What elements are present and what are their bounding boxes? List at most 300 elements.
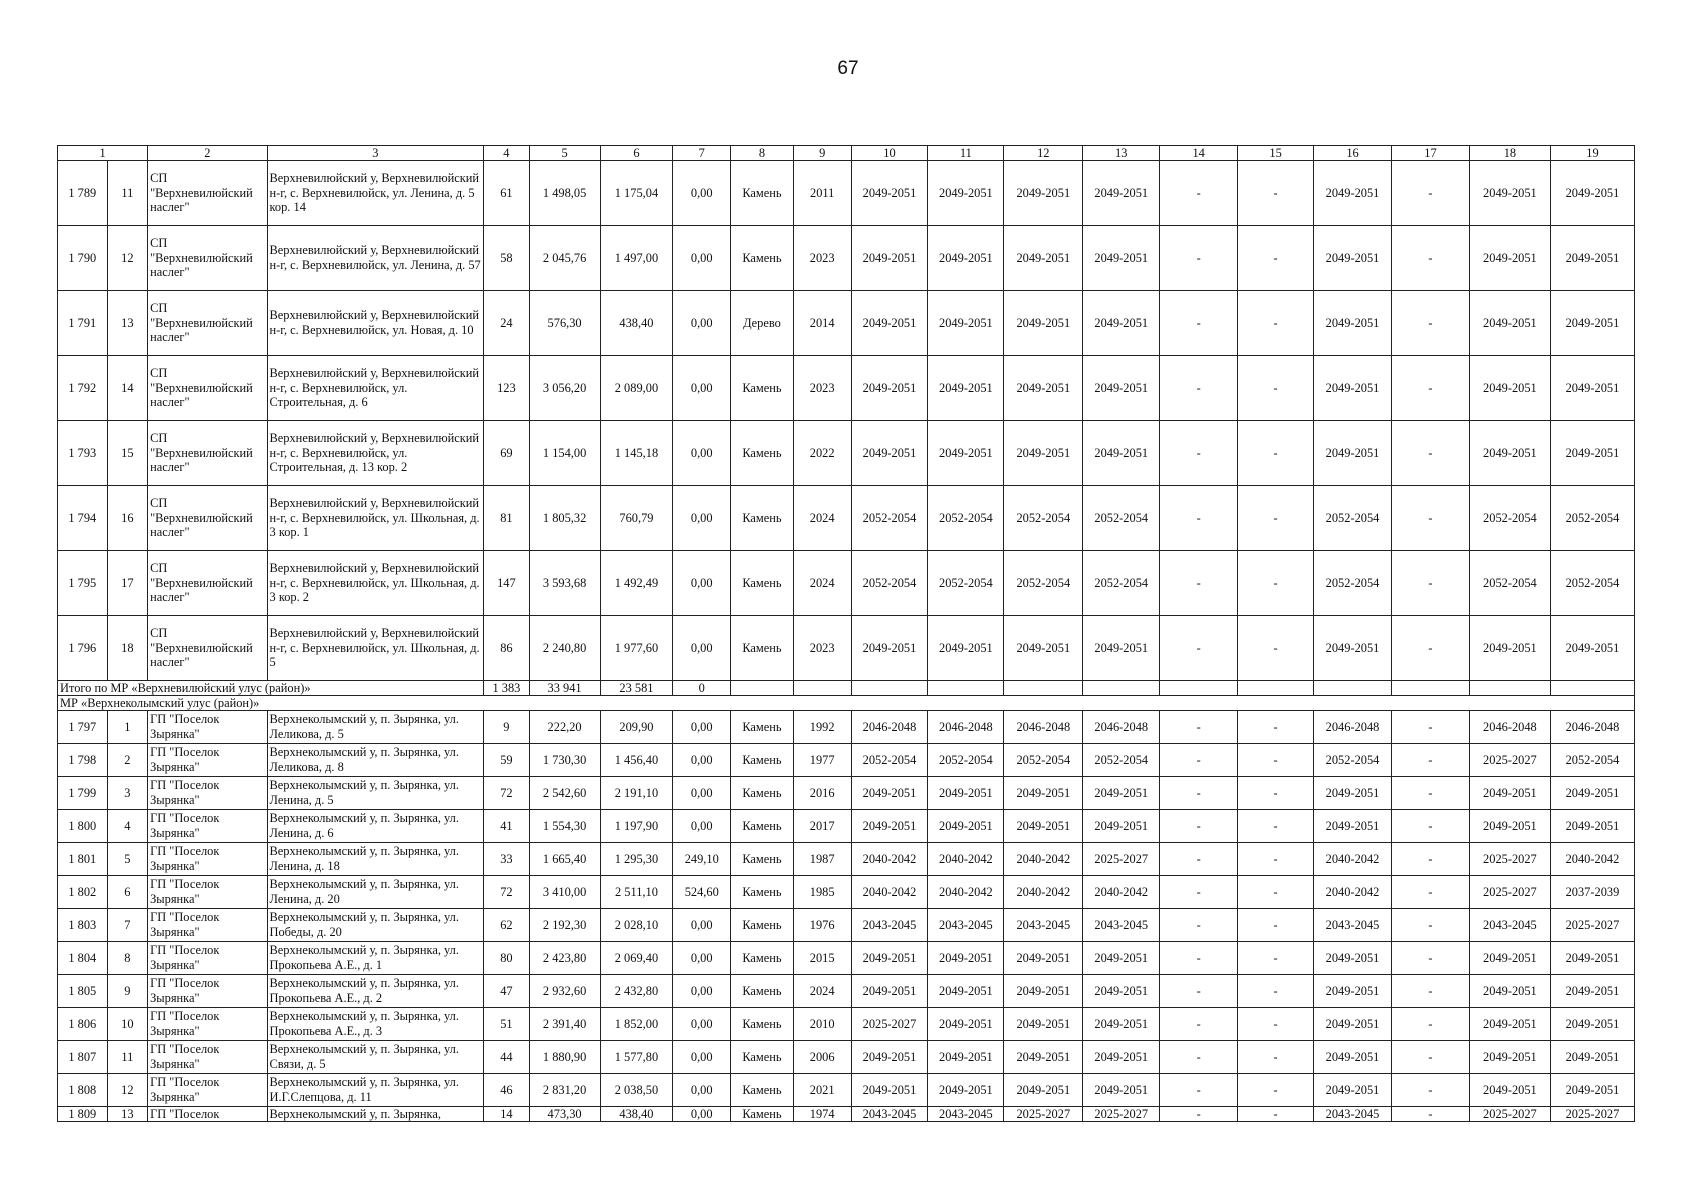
table-cell: 2040-2042 — [1314, 843, 1392, 876]
table-cell: - — [1238, 226, 1314, 291]
table-row — [58, 1008, 1635, 1041]
table-cell: Камень — [731, 1074, 794, 1107]
table-cell: Верхнеколымский у, п. Зырянка, — [267, 1107, 484, 1122]
table-cell: - — [1160, 975, 1238, 1008]
table-cell: 2043-2045 — [1314, 909, 1392, 942]
table-cell: Камень — [731, 226, 794, 291]
table-cell: - — [1160, 1107, 1238, 1122]
table-cell: 0,00 — [673, 161, 731, 226]
table-cell: 2049-2051 — [851, 942, 928, 975]
table-cell: - — [1391, 876, 1469, 909]
table-cell: - — [1238, 291, 1314, 356]
table-cell: 2049-2051 — [1314, 356, 1392, 421]
table-cell: Камень — [731, 777, 794, 810]
table-cell: 2052-2054 — [928, 486, 1004, 551]
table-cell: 2 391,40 — [529, 1008, 600, 1041]
table-cell: 2049-2051 — [1004, 810, 1083, 843]
table-cell: 2040-2042 — [851, 843, 928, 876]
table-cell: 2043-2045 — [1314, 1107, 1392, 1122]
table-cell: 1 977,60 — [600, 616, 673, 681]
table-cell: Камень — [731, 909, 794, 942]
total-row — [58, 681, 1635, 696]
table-cell: 1 880,90 — [529, 1041, 600, 1074]
table-cell: 2052-2054 — [1550, 551, 1634, 616]
table-cell: 1 791 — [58, 291, 108, 356]
table-cell: ГП "Поселок Зырянка" — [148, 1041, 267, 1074]
table-cell: 2049-2051 — [1469, 1074, 1550, 1107]
table-row — [58, 909, 1635, 942]
table-cell: - — [1160, 486, 1238, 551]
column-number: 13 — [1083, 146, 1160, 161]
table-cell: - — [1238, 711, 1314, 744]
table-cell: 2046-2048 — [928, 711, 1004, 744]
table-cell: 3 593,68 — [529, 551, 600, 616]
table-cell: 2015 — [793, 942, 851, 975]
table-cell: 2049-2051 — [1469, 942, 1550, 975]
table-cell: 2040-2042 — [1004, 843, 1083, 876]
table-cell: 9 — [484, 711, 530, 744]
empty-cell — [1550, 681, 1634, 696]
table-cell: 2049-2051 — [928, 356, 1004, 421]
table-cell: 2046-2048 — [1083, 711, 1160, 744]
table-cell: Камень — [731, 810, 794, 843]
table-cell: 1985 — [793, 876, 851, 909]
table-cell: 2049-2051 — [1083, 777, 1160, 810]
column-number: 14 — [1160, 146, 1238, 161]
table-cell: - — [1160, 711, 1238, 744]
table-cell: 2 831,20 — [529, 1074, 600, 1107]
table-cell: 11 — [107, 1041, 148, 1074]
table-cell: 18 — [107, 616, 148, 681]
table-cell: 51 — [484, 1008, 530, 1041]
table-cell: 2049-2051 — [851, 1041, 928, 1074]
table-cell: 2049-2051 — [851, 777, 928, 810]
table-cell: 0,00 — [673, 291, 731, 356]
table-cell: 1 197,90 — [600, 810, 673, 843]
table-cell: 2049-2051 — [1083, 616, 1160, 681]
table-cell: 1 145,18 — [600, 421, 673, 486]
table-cell: 2043-2045 — [1004, 909, 1083, 942]
table-cell: Дерево — [731, 291, 794, 356]
table-cell: - — [1391, 421, 1469, 486]
table-cell: 2011 — [793, 161, 851, 226]
table-cell: 1 805 — [58, 975, 108, 1008]
table-cell: 2049-2051 — [1004, 777, 1083, 810]
table-cell: Верхневилюйский у, Верхневилюйский н-г, с. Верхневилюйск, ул. Школьная, д. 3 кор. 2 — [267, 551, 484, 616]
table-cell: 2 028,10 — [600, 909, 673, 942]
table-cell: - — [1160, 616, 1238, 681]
table-cell: 2021 — [793, 1074, 851, 1107]
column-number: 7 — [673, 146, 731, 161]
table-cell: - — [1391, 1008, 1469, 1041]
table-cell: 0,00 — [673, 356, 731, 421]
table-cell: 0,00 — [673, 616, 731, 681]
table-cell: Верхневилюйский у, Верхневилюйский н-г, с. Верхневилюйск, ул. Строительная, д. 13 кор. 2 — [267, 421, 484, 486]
table-cell: Верхнеколымский у, п. Зырянка, ул. Леликова, д. 5 — [267, 711, 484, 744]
table-cell: - — [1391, 616, 1469, 681]
total-value: 23 581 — [600, 681, 673, 696]
table-cell: 3 410,00 — [529, 876, 600, 909]
table-cell: Камень — [731, 1041, 794, 1074]
table-cell: 2049-2051 — [1550, 942, 1634, 975]
table-cell: ГП "Поселок Зырянка" — [148, 975, 267, 1008]
table-cell: 0,00 — [673, 810, 731, 843]
table-cell: 2049-2051 — [1314, 1074, 1392, 1107]
table-cell: 2049-2051 — [1314, 161, 1392, 226]
table-cell: 33 — [484, 843, 530, 876]
table-cell: 2049-2051 — [1550, 810, 1634, 843]
table-row — [58, 421, 1635, 486]
table-cell: 2025-2027 — [1083, 843, 1160, 876]
table-cell: 1 808 — [58, 1074, 108, 1107]
table-cell: 2 — [107, 744, 148, 777]
column-number: 15 — [1238, 146, 1314, 161]
column-number: 11 — [928, 146, 1004, 161]
table-cell: - — [1391, 486, 1469, 551]
table-cell: - — [1160, 161, 1238, 226]
table-cell: 1 804 — [58, 942, 108, 975]
table-cell: 1 730,30 — [529, 744, 600, 777]
table-cell: 16 — [107, 486, 148, 551]
table-cell: 59 — [484, 744, 530, 777]
table-cell: 0,00 — [673, 975, 731, 1008]
table-cell: 2 192,30 — [529, 909, 600, 942]
table-cell: 2049-2051 — [1083, 291, 1160, 356]
table-cell: - — [1238, 843, 1314, 876]
table-cell: 0,00 — [673, 421, 731, 486]
table-cell: Верхнеколымский у, п. Зырянка, ул. Леликова, д. 8 — [267, 744, 484, 777]
table-cell: ГП "Поселок Зырянка" — [148, 810, 267, 843]
table-cell: 0,00 — [673, 1107, 731, 1122]
column-number: 6 — [600, 146, 673, 161]
table-cell: 2 038,50 — [600, 1074, 673, 1107]
column-number: 17 — [1391, 146, 1469, 161]
table-cell: 2010 — [793, 1008, 851, 1041]
table-cell: - — [1391, 744, 1469, 777]
table-row — [58, 616, 1635, 681]
table-cell: 2049-2051 — [1314, 942, 1392, 975]
table-cell: 2052-2054 — [851, 486, 928, 551]
table-cell: 123 — [484, 356, 530, 421]
table-cell: 2049-2051 — [928, 421, 1004, 486]
table-cell: 2049-2051 — [1004, 1074, 1083, 1107]
table-cell: ГП "Поселок Зырянка" — [148, 909, 267, 942]
table-cell: 2049-2051 — [1469, 161, 1550, 226]
table-cell: 2052-2054 — [851, 551, 928, 616]
table-cell: 2052-2054 — [1314, 744, 1392, 777]
column-number: 18 — [1469, 146, 1550, 161]
table-cell: - — [1238, 616, 1314, 681]
table-cell: 1974 — [793, 1107, 851, 1122]
column-number: 1 — [58, 146, 148, 161]
table-row — [58, 810, 1635, 843]
table-row — [58, 226, 1635, 291]
table-cell: ГП "Поселок Зырянка" — [148, 1074, 267, 1107]
table-cell: 2049-2051 — [928, 291, 1004, 356]
table-cell: 2022 — [793, 421, 851, 486]
table-cell: - — [1391, 356, 1469, 421]
table-cell: - — [1160, 551, 1238, 616]
table-cell: 2046-2048 — [1004, 711, 1083, 744]
table-cell: Верхневилюйский у, Верхневилюйский н-г, с. Верхневилюйск, ул. Школьная, д. 5 — [267, 616, 484, 681]
table-row — [58, 1041, 1635, 1074]
table-cell: 0,00 — [673, 551, 731, 616]
table-cell: 2049-2051 — [928, 975, 1004, 1008]
table-cell: 2052-2054 — [851, 744, 928, 777]
table-cell: 2049-2051 — [1004, 226, 1083, 291]
table-cell: 209,90 — [600, 711, 673, 744]
table-cell: 147 — [484, 551, 530, 616]
column-number-row — [58, 146, 1635, 161]
table-cell: 2049-2051 — [1550, 1008, 1634, 1041]
table-cell: - — [1391, 942, 1469, 975]
table-cell: 2040-2042 — [1004, 876, 1083, 909]
table-cell: 2049-2051 — [1004, 1008, 1083, 1041]
table-cell: 2046-2048 — [1314, 711, 1392, 744]
table-cell: 81 — [484, 486, 530, 551]
table-cell: 2025-2027 — [1469, 744, 1550, 777]
table-cell: 2049-2051 — [1469, 1008, 1550, 1041]
table-cell: - — [1160, 1041, 1238, 1074]
column-number: 10 — [851, 146, 928, 161]
table-cell: 2049-2051 — [1083, 942, 1160, 975]
table-cell: 2023 — [793, 226, 851, 291]
table-cell: Камень — [731, 356, 794, 421]
table-cell: - — [1391, 777, 1469, 810]
table-cell: 473,30 — [529, 1107, 600, 1122]
table-cell: 2049-2051 — [1314, 777, 1392, 810]
table-cell: 2049-2051 — [1004, 161, 1083, 226]
table-cell: 2040-2042 — [851, 876, 928, 909]
table-cell: - — [1160, 1074, 1238, 1107]
total-label: Итого по МР «Верхневилюйский улус (район)» — [58, 681, 484, 696]
table-row — [58, 356, 1635, 421]
table-cell: - — [1238, 421, 1314, 486]
table-cell: - — [1238, 876, 1314, 909]
table-cell: 2 432,80 — [600, 975, 673, 1008]
table-cell: Верхнеколымский у, п. Зырянка, ул. Прокопьева А.Е., д. 2 — [267, 975, 484, 1008]
table-cell: - — [1160, 744, 1238, 777]
table-cell: 2040-2042 — [1550, 843, 1634, 876]
table-cell: - — [1238, 1107, 1314, 1122]
column-number: 4 — [484, 146, 530, 161]
table-cell: 13 — [107, 291, 148, 356]
table-cell: - — [1160, 876, 1238, 909]
table-cell: - — [1160, 777, 1238, 810]
table-cell: 2049-2051 — [1314, 810, 1392, 843]
table-cell: 2049-2051 — [1083, 226, 1160, 291]
table-cell: 2049-2051 — [1314, 226, 1392, 291]
table-cell: 1 295,30 — [600, 843, 673, 876]
table-cell: 2049-2051 — [1004, 616, 1083, 681]
table-cell: 2049-2051 — [1083, 1041, 1160, 1074]
table-cell: Камень — [731, 843, 794, 876]
table-cell: 1 801 — [58, 843, 108, 876]
table-cell: Верхневилюйский у, Верхневилюйский н-г, с. Верхневилюйск, ул. Строительная, д. 6 — [267, 356, 484, 421]
table-cell: 1987 — [793, 843, 851, 876]
table-body — [58, 146, 1635, 1122]
page-number: 67 — [837, 58, 859, 79]
table-cell: 2040-2042 — [1314, 876, 1392, 909]
table-cell: 0,00 — [673, 1008, 731, 1041]
table-cell: 2049-2051 — [928, 226, 1004, 291]
table-cell: Верхнеколымский у, п. Зырянка, ул. Прокопьева А.Е., д. 3 — [267, 1008, 484, 1041]
table-cell: 1 795 — [58, 551, 108, 616]
table-cell: 2049-2051 — [851, 161, 928, 226]
table-cell: - — [1391, 1107, 1469, 1122]
table-cell: 2025-2027 — [1469, 1107, 1550, 1122]
table-cell: Камень — [731, 711, 794, 744]
table-cell: Камень — [731, 161, 794, 226]
table-cell: - — [1391, 161, 1469, 226]
table-cell: 5 — [107, 843, 148, 876]
table-cell: Верхнеколымский у, п. Зырянка, ул. Ленина, д. 20 — [267, 876, 484, 909]
table-cell: 1 797 — [58, 711, 108, 744]
table-cell: 2049-2051 — [1004, 942, 1083, 975]
table-cell: 2049-2051 — [1469, 421, 1550, 486]
table-row — [58, 291, 1635, 356]
table-cell: 1 806 — [58, 1008, 108, 1041]
table-cell: 1 802 — [58, 876, 108, 909]
table-cell: 2025-2027 — [1469, 876, 1550, 909]
table-cell: 2049-2051 — [1314, 1008, 1392, 1041]
table-cell: 760,79 — [600, 486, 673, 551]
table-cell: 2049-2051 — [1469, 1041, 1550, 1074]
table-cell: - — [1238, 486, 1314, 551]
table-cell: - — [1391, 291, 1469, 356]
table-cell: 2049-2051 — [851, 810, 928, 843]
table-cell: 2 045,76 — [529, 226, 600, 291]
table-cell: 2046-2048 — [851, 711, 928, 744]
table-cell: 2014 — [793, 291, 851, 356]
table-cell: - — [1160, 421, 1238, 486]
table-cell: - — [1160, 810, 1238, 843]
table-cell: Камень — [731, 744, 794, 777]
table-cell: 1 796 — [58, 616, 108, 681]
table-cell: 2016 — [793, 777, 851, 810]
table-cell: 2049-2051 — [1314, 1041, 1392, 1074]
table-cell: 1 799 — [58, 777, 108, 810]
table-cell: - — [1391, 1074, 1469, 1107]
table-row — [58, 876, 1635, 909]
table-cell: 2 089,00 — [600, 356, 673, 421]
table-cell: - — [1238, 551, 1314, 616]
table-cell: 7 — [107, 909, 148, 942]
table-cell: 72 — [484, 876, 530, 909]
table-cell: Камень — [731, 975, 794, 1008]
table-cell: 249,10 — [673, 843, 731, 876]
table-cell: 2049-2051 — [1550, 291, 1634, 356]
table-cell: ГП "Поселок Зырянка" — [148, 711, 267, 744]
empty-cell — [1004, 681, 1083, 696]
table-row — [58, 1074, 1635, 1107]
empty-cell — [928, 681, 1004, 696]
table-cell: 44 — [484, 1041, 530, 1074]
table-cell: 2025-2027 — [1550, 909, 1634, 942]
empty-cell — [1391, 681, 1469, 696]
table-cell: 1 793 — [58, 421, 108, 486]
table-cell: 0,00 — [673, 777, 731, 810]
table-cell: 2049-2051 — [1550, 616, 1634, 681]
table-cell: 2043-2045 — [1083, 909, 1160, 942]
table-cell: Верхневилюйский у, Верхневилюйский н-г, с. Верхневилюйск, ул. Школьная, д. 3 кор. 1 — [267, 486, 484, 551]
table-cell: 2043-2045 — [928, 909, 1004, 942]
table-cell: Камень — [731, 942, 794, 975]
table-cell: ГП "Поселок Зырянка" — [148, 942, 267, 975]
table-cell: 2049-2051 — [851, 975, 928, 1008]
table-cell: 2040-2042 — [1083, 876, 1160, 909]
table-cell: 1 175,04 — [600, 161, 673, 226]
table-cell: Верхнеколымский у, п. Зырянка, ул. Прокопьева А.Е., д. 1 — [267, 942, 484, 975]
table-cell: 2052-2054 — [1314, 551, 1392, 616]
table-cell: Камень — [731, 486, 794, 551]
table-cell: 2049-2051 — [851, 226, 928, 291]
table-cell: 2043-2045 — [928, 1107, 1004, 1122]
table-cell: 1 554,30 — [529, 810, 600, 843]
table-cell: СП "Верхневилюйский наслег" — [148, 551, 267, 616]
table-cell: - — [1391, 909, 1469, 942]
table-cell: 2049-2051 — [1083, 810, 1160, 843]
table-cell: 47 — [484, 975, 530, 1008]
table-cell: 3 — [107, 777, 148, 810]
table-cell: 1 798 — [58, 744, 108, 777]
table-cell: 2052-2054 — [1314, 486, 1392, 551]
table-cell: 2052-2054 — [1469, 486, 1550, 551]
table-cell: СП "Верхневилюйский наслег" — [148, 616, 267, 681]
table-cell: 2049-2051 — [851, 356, 928, 421]
table-row — [58, 975, 1635, 1008]
table-cell: 1 492,49 — [600, 551, 673, 616]
table-cell: 2049-2051 — [928, 161, 1004, 226]
table-cell: 2049-2051 — [1469, 810, 1550, 843]
table-cell: 80 — [484, 942, 530, 975]
table-cell: 2037-2039 — [1550, 876, 1634, 909]
table-cell: Верхнеколымский у, п. Зырянка, ул. Ленина, д. 5 — [267, 777, 484, 810]
table-cell: 2049-2051 — [851, 616, 928, 681]
empty-cell — [1083, 681, 1160, 696]
table-cell: 2052-2054 — [1004, 744, 1083, 777]
table-cell: 1 577,80 — [600, 1041, 673, 1074]
table-cell: 2049-2051 — [1550, 161, 1634, 226]
table-cell: 1 809 — [58, 1107, 108, 1122]
table-cell: 69 — [484, 421, 530, 486]
table-cell: СП "Верхневилюйский наслег" — [148, 291, 267, 356]
table-row — [58, 1107, 1635, 1122]
table-cell: 2049-2051 — [1083, 1074, 1160, 1107]
table-cell: 2049-2051 — [1550, 356, 1634, 421]
table-cell: 4 — [107, 810, 148, 843]
table-cell: ГП "Поселок Зырянка" — [148, 876, 267, 909]
table-cell: 2049-2051 — [1469, 226, 1550, 291]
table-cell: 1 497,00 — [600, 226, 673, 291]
table-cell: Верхнеколымский у, п. Зырянка, ул. Ленина, д. 6 — [267, 810, 484, 843]
table-cell: 0,00 — [673, 711, 731, 744]
table-cell: 10 — [107, 1008, 148, 1041]
table-cell: 2046-2048 — [1469, 711, 1550, 744]
table-cell: 12 — [107, 226, 148, 291]
table-cell: 2049-2051 — [1469, 356, 1550, 421]
table-cell: 2 423,80 — [529, 942, 600, 975]
table-cell: 2024 — [793, 975, 851, 1008]
table-cell: 2049-2051 — [1469, 616, 1550, 681]
empty-cell — [1314, 681, 1392, 696]
table-cell: 2049-2051 — [928, 942, 1004, 975]
table-cell: 2049-2051 — [928, 810, 1004, 843]
table-cell: - — [1238, 810, 1314, 843]
table-cell: СП "Верхневилюйский наслег" — [148, 356, 267, 421]
table-cell: - — [1238, 975, 1314, 1008]
column-number: 9 — [793, 146, 851, 161]
